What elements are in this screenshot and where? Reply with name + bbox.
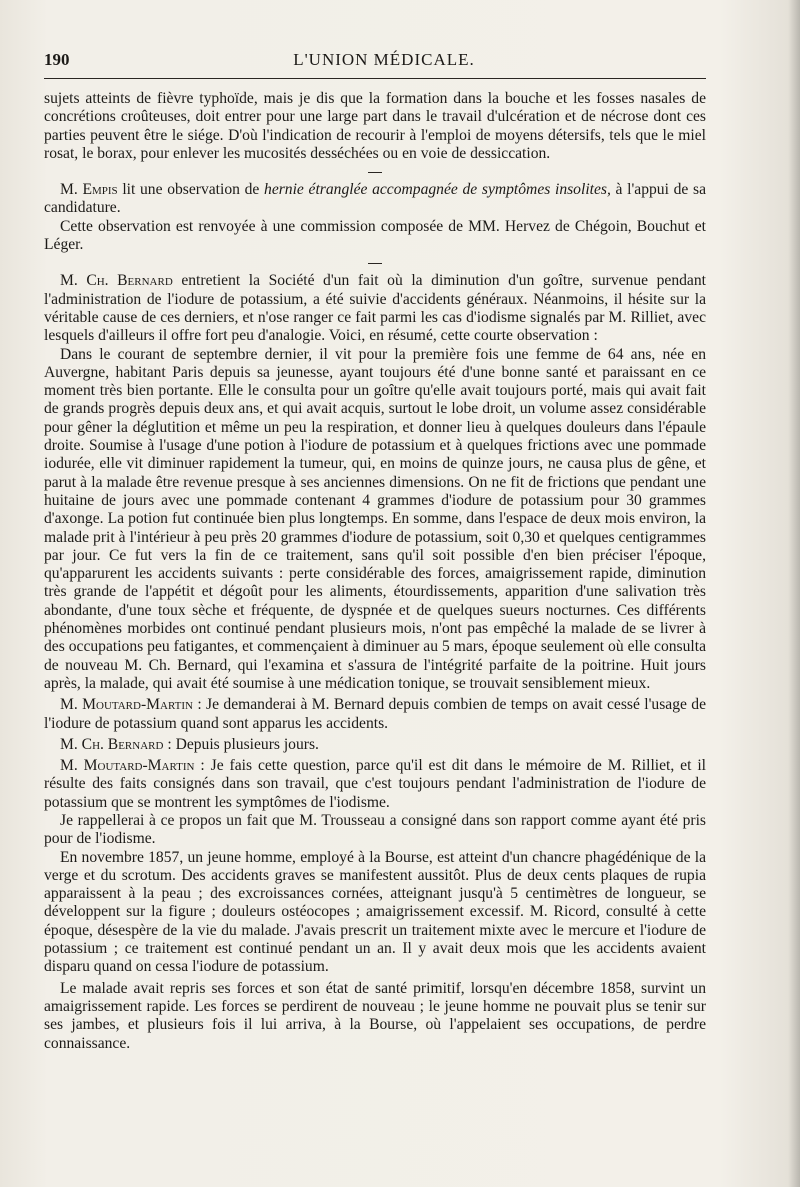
speaker-name: M. Moutard-Martin [60,757,195,775]
paragraph-commission: Cette observation est renvoyée à une commission composée de MM. Hervez de Chégoin, Bouchut et Léger. [44,217,706,254]
header-rule [44,78,706,79]
speaker-name: M. Ch. Bernard [60,735,164,753]
paragraph-trousseau: Je rappellerai à ce propos un fait que M. Trousseau a consigné dans son rapport comme ayant été pris pour de l'iodisme. [44,811,706,848]
paragraph-bernard-intro: M. Ch. Bernard entretient la Société d'un fait où la diminution d'un goître, survenue pendant l'administration de l'iodure de potassium, a été suivie d'accidents généraux. Néanmoins, il hésite sur la véritable cause de ces derniers, et n'ose ranger ce fait parmi les cas d'iodisme signalés par M. Rilliet, avec lesquels d'ailleurs il offre fort peu d'analogie. Voici, en résumé, cette courte observation : [44,272,706,345]
speaker-name: M. Empis [60,181,118,199]
speaker-name: M. Moutard-Martin [60,696,193,714]
running-title: L'UNION MÉDICALE. [293,50,475,69]
paragraph-bernard-reply: M. Ch. Bernard : Depuis plusieurs jours. [60,735,319,753]
paragraph-observation: Dans le courant de septembre dernier, il vit pour la première fois une femme de 64 ans, née en Auvergne, habitant Paris depuis sa jeunesse, ayant toujours été d'une bonne santé et paraissant en ce moment très bien portante. Elle le consulta pour un goître qu'elle avait toujours porté, mais qui avait fait de grands progrès depuis deux ans, et qui avait acquis, surtout le lobe droit, un volume assez considérable pour gêner la déglutition et même un peu la respiration, et donner lieu à quelques douleurs dans l'épaule droite. Soumise à l'usage d'une potion à l'iodure de potassium et à quelques frictions avec une pommade iodurée, elle vit diminuer rapidement la tumeur, qui, en moins de quinze jours, ne causa plus de gêne, et parut à la malade être revenue presque à ses anciennes dimensions. On ne fit de frictions que pendant une huitaine de jours avec une pommade contenant 4 grammes d'iodure de potassium pour 30 grammes d'axonge. La potion fut continuée bien plus longtemps. En somme, dans l'espace de deux mois environ, la malade prit à l'intérieur à peu près 20 grammes d'iodure de potassium, soit 0,30 et quelques centigrammes par jour. Ce fut vers la fin de ce traitement, sans qu'il soit possible d'en bien préciser l'époque, qu'apparurent les accidents suivants : perte considérable des forces, amaigrissement rapide, diminution très grande de l'appétit et dégoût pour les aliments, étourdissements, apparition d'une salivation très abondante, d'une toux sèche et fréquente, de dyspnée et de quelques sueurs nocturnes. Ces différents phénomènes morbides ont continué pendant plusieurs mois, n'ont pas empêché la malade de se livrer à des occupations peu fatigantes, et commençaient à diminuer au 5 mars, époque seulement où elle consulta de nouveau M. Ch. Bernard, qui l'examina et s'assura de l'intégrité parfaite de la poitrine. Huit jours après, la malade, qui avait été soumise à une médication tonique, se trouvait sensiblement mieux. [44,345,706,692]
italic-title: hernie étranglée accompagnée de symptômes insolites, [264,181,611,199]
paragraph-empis: M. Empis lit une observation de hernie étranglée accompagnée de symptômes insolites, à l'appui de sa candidature. [44,181,706,217]
page-edge-shadow [788,0,800,1187]
page-number: 190 [44,50,70,69]
running-header [44,44,704,72]
article-body [44,90,706,1053]
paragraph-case-1857: En novembre 1857, un jeune homme, employé à la Bourse, est atteint d'un chancre phagédénique de la verge et du scrotum. Des accidents graves se manifestent aussitôt. Plus de deux cents plaques de rupia apparaissent à la peau ; des excroissances cornées, atteignant jusqu'à 5 centimètres de longueur, se développent sur la figure ; douleurs ostéocopes ; amaigrissement excessif. M. Ricord, consulté à cette époque, désespère de la vie du malade. J'avais prescrit un traitement mixte avec le mercure et l'iodure de potassium ; ce traitement est continué pendant un an. Il y avait deux mois que les accidents avaient disparu quand on cessa l'iodure de potassium. [44,848,706,976]
paragraph-moutard-question: M. Moutard-Martin : Je demanderai à M. Bernard depuis combien de temps on avait cessé l'usage de l'iodure de potassium quand sont apparus les accidents. [44,696,707,732]
paragraph-case-1858: Le malade avait repris ses forces et son état de santé primitif, lorsqu'en décembre 1858, survint un amaigrissement rapide. Les forces se perdirent de nouveau ; le jeune homme ne pouvait plus se tenir sur ses jambes, et plusieurs fois il lui arriva, à la Bourse, où l'appelaient ses occupations, de perdre connaissance. [44,979,706,1052]
speaker-name: M. Ch. Bernard [60,272,173,290]
paragraph-moutard-explanation: M. Moutard-Martin : Je fais cette question, parce qu'il est dit dans le mémoire de M. Rilliet, et il résulte des faits consignés dans son travail, que c'est toujours pendant l'administration de l'iodure de potassium que se montrent les symptômes de l'iodisme. [44,757,707,811]
paragraph-typhoid-conclusion: sujets atteints de fièvre typhoïde, mais je dis que la formation dans la bouche et les fosses nasales de concrétions croûteuses, doit entrer pour une large part dans le travail d'ulcération et de nécrose dont ces parties peuvent être le siége. D'où l'indication de recourir à l'emploi de moyens détersifs, tels que le miel rosat, le borax, pour enlever les mucosités desséchées ou en voie de dessiccation. [44,90,706,162]
section-separator [368,263,382,264]
section-separator [368,172,382,173]
